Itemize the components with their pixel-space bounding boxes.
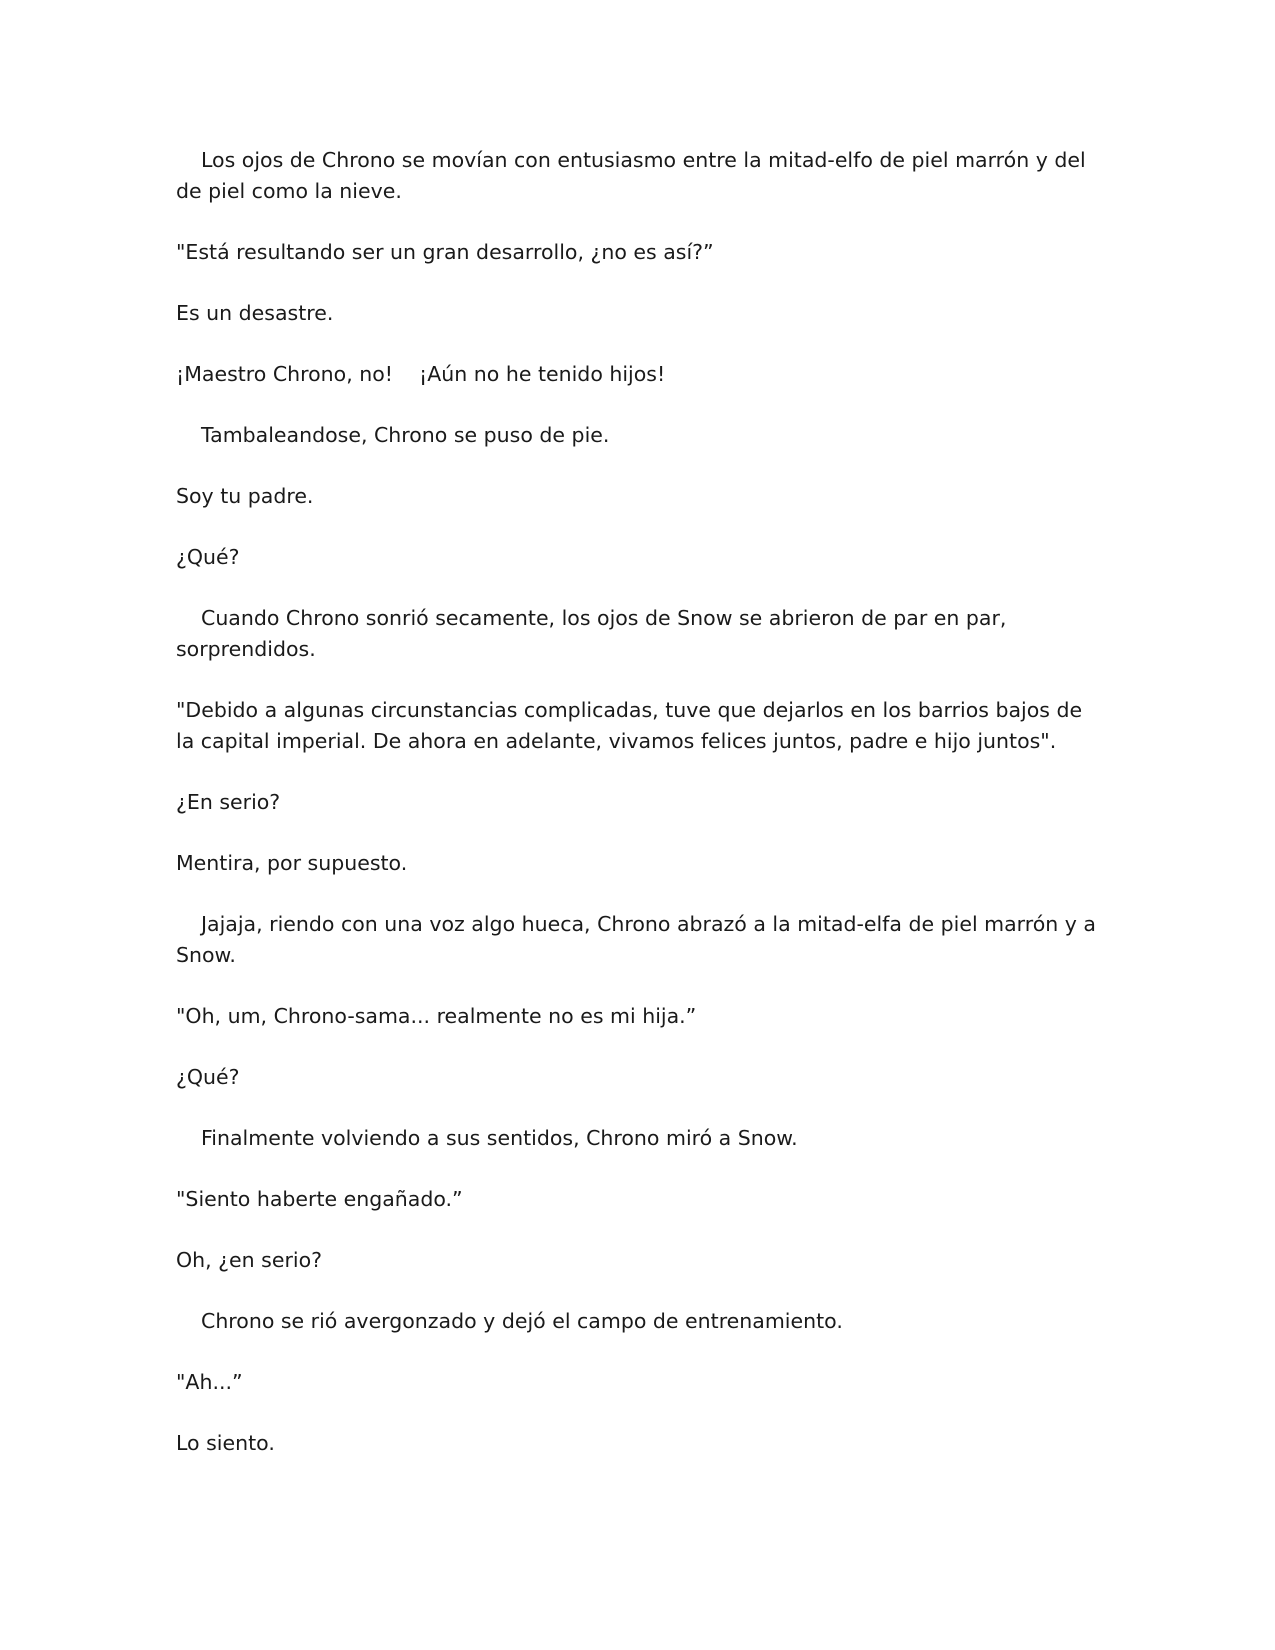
paragraph: ¿En serio? <box>176 790 281 814</box>
paragraph: Lo siento. <box>176 1431 275 1455</box>
paragraph: Soy tu padre. <box>176 484 314 508</box>
paragraph: ¿Qué? <box>176 545 240 569</box>
paragraph: ¡Maestro Chrono, no! ¡Aún no he tenido hijos! <box>176 362 666 386</box>
paragraph: ¿Qué? <box>176 1065 240 1089</box>
paragraph: Es un desastre. <box>176 301 334 325</box>
paragraph: Mentira, por supuesto. <box>176 851 408 875</box>
paragraph: Chrono se rió avergonzado y dejó el campo de entrenamiento. <box>201 1309 843 1333</box>
paragraph: Oh, ¿en serio? <box>176 1248 323 1272</box>
paragraph: Los ojos de Chrono se movían con entusiasmo entre la mitad-elfo de piel marrón y del de piel como la nieve. <box>176 148 1093 203</box>
body-text <box>176 145 1103 1489</box>
paragraph: "Está resultando ser un gran desarrollo, ¿no es así?” <box>176 240 714 264</box>
paragraph: "Debido a algunas circunstancias complicadas, tuve que dejarlos en los barrios bajos de la capital imperial. De ahora en adelante, vivamos felices juntos, padre e hijo juntos". <box>176 698 1089 753</box>
paragraph: Tambaleandose, Chrono se puso de pie. <box>201 423 610 447</box>
paragraph: Finalmente volviendo a sus sentidos, Chrono miró a Snow. <box>201 1126 798 1150</box>
paragraph: Cuando Chrono sonrió secamente, los ojos de Snow se abrieron de par en par, sorprendidos. <box>176 606 1013 661</box>
paragraph: "Siento haberte engañado.” <box>176 1187 463 1211</box>
paragraph: "Ah...” <box>176 1370 243 1394</box>
paragraph: "Oh, um, Chrono-sama... realmente no es mi hija.” <box>176 1004 697 1028</box>
paragraph: Jajaja, riendo con una voz algo hueca, Chrono abrazó a la mitad-elfa de piel marrón y a Snow. <box>176 912 1103 967</box>
